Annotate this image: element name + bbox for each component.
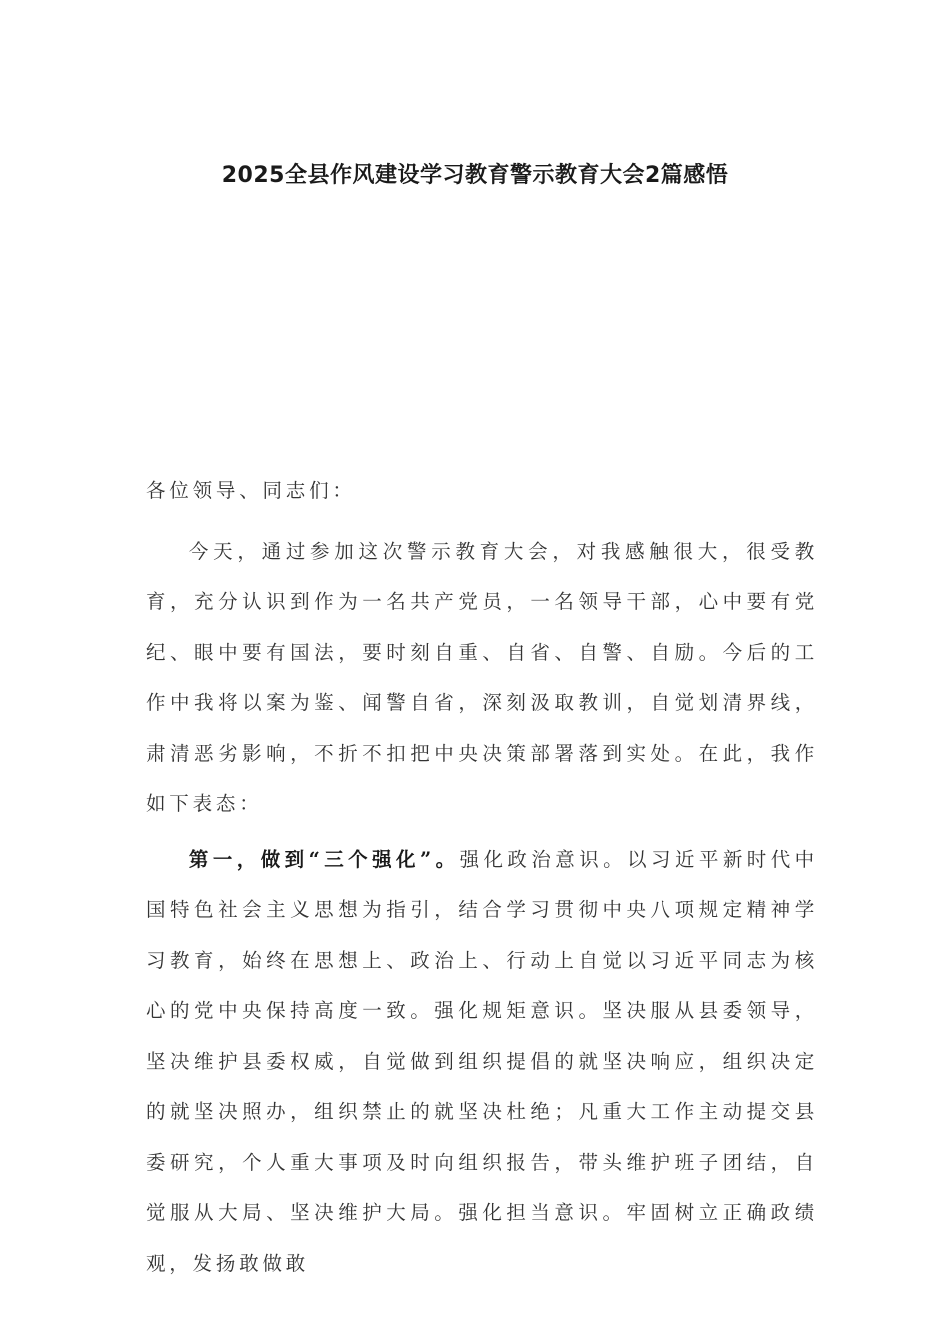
paragraph-1: 今天，通过参加这次警示教育大会，对我感触很大，很受教育，充分认识到作为一名共产党员，一名领导干部，心中要有党纪、眼中要有国法，要时刻自重、自省、自警、自励。今后的工作中我将以案为鉴、闻警自省，深刻汲取教训，自觉划清界线，肃清恶劣影响，不折不扣把中央决策部署落到实处。在此，我作如下表态： — [146, 539, 818, 815]
document-title: 2025全县作风建设学习教育警示教育大会2篇感悟 — [221, 163, 729, 188]
paragraph-2 — [146, 835, 818, 1290]
salutation: 各位领导、同志们： — [146, 479, 356, 502]
document-body — [146, 466, 818, 1289]
paragraph-2-lead: 第一，做到“三个强化”。 — [188, 847, 460, 871]
paragraph-2-text: 强化政治意识。以习近平新时代中国特色社会主义思想为指引，结合学习贯彻中央八项规定精神学习教育，始终在思想上、政治上、行动上自觉以习近平同志为核心的党中央保持高度一致。强化规矩意识。坚决服从县委领导，坚决维护县委权威，自觉做到组织提倡的就坚决响应，组织决定的就坚决照办，组织禁止的就坚决杜绝；凡重大工作主动提交县委研究，个人重大事项及时向组织报告，带头维护班子团结，自觉服从大局、坚决维护大局。强化担当意识。牢固树立正确政绩观，发扬敢做敢 — [146, 847, 818, 1275]
